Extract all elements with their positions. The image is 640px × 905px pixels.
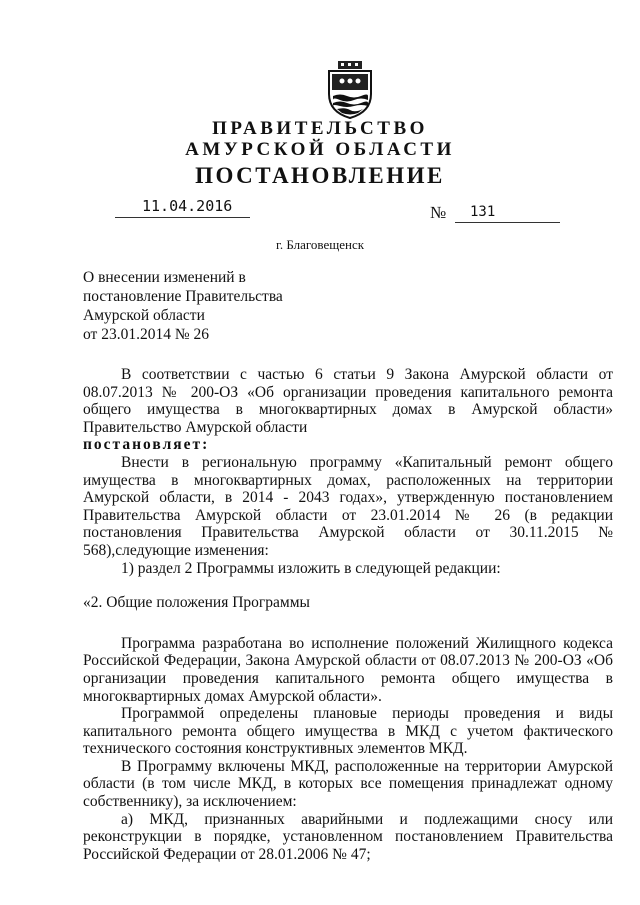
- number-sign: №: [430, 203, 447, 222]
- document-subject: [83, 268, 283, 344]
- subject-line: О внесении изменений в: [83, 269, 246, 286]
- document-type-title: ПОСТАНОВЛЕНИЕ: [195, 163, 445, 188]
- body-paragraph: В Программу включены МКД, расположенные на территории Амурской области (в том числе МКД, в которых все помещения принадлежат одному собственнику), за исключением:: [83, 757, 613, 811]
- subject-line: постановление Правительства: [83, 288, 283, 305]
- body-paragraph: Программой определены плановые периоды проведения и виды капитального ремонта общего имущества в МКД с учетом фактического технического состояния конструктивных элементов МКД.: [83, 705, 613, 758]
- date-underline: [115, 217, 250, 218]
- body-paragraph: Внести в региональную программу «Капитальный ремонт общего имущества в многоквартирных домах, расположенных на территории Амурской области, в 2014 - 2043 годах», утвержденную постановлением Правительства Амурской области от 23.01.2014 № 26 (в редакции постановления Правительства Амурской области от 30.11.2015 № 568),следующие изменения:: [83, 453, 613, 559]
- subject-line: Амурской области: [83, 307, 205, 324]
- government-title-line2: АМУРСКОЙ ОБЛАСТИ: [185, 139, 455, 160]
- body-paragraph: а) МКД, признанных аварийными и подлежащими сносу или реконструкции в порядке, установленном постановлением Правительства Российской Федерации от 28.01.2006 № 47;: [83, 810, 613, 863]
- document-number: 131: [470, 204, 496, 220]
- document-body: [83, 366, 613, 863]
- section-title: «2. Общие положения Программы: [83, 594, 310, 612]
- government-title-line1: ПРАВИТЕЛЬСТВО: [212, 118, 428, 139]
- body-paragraph: Программа разработана во исполнение положений Жилищного кодекса Российской Федерации, Закона Амурской области от 08.07.2013 № 200-ОЗ «Об организации проведения капитального ремонта общего имущества в многоквартирных домах Амурской области».: [83, 634, 613, 705]
- city-label: г. Благовещенск: [275, 237, 365, 252]
- coat-of-arms-icon: [325, 60, 375, 120]
- body-paragraph: В соответствии с частью 6 статьи 9 Закона Амурской области от 08.07.2013 № 200-ОЗ «Об организации проведения капитального ремонта общего имущества в многоквартирных домах в Амурской области» Правительство Амурской области: [83, 366, 613, 436]
- number-underline: [455, 222, 560, 223]
- document-date: 11.04.2016: [142, 197, 233, 215]
- subject-line: от 23.01.2014 № 26: [83, 326, 209, 343]
- body-paragraph: 1) раздел 2 Программы изложить в следующей редакции:: [121, 559, 501, 577]
- resolves-keyword: постановляет:: [83, 436, 210, 454]
